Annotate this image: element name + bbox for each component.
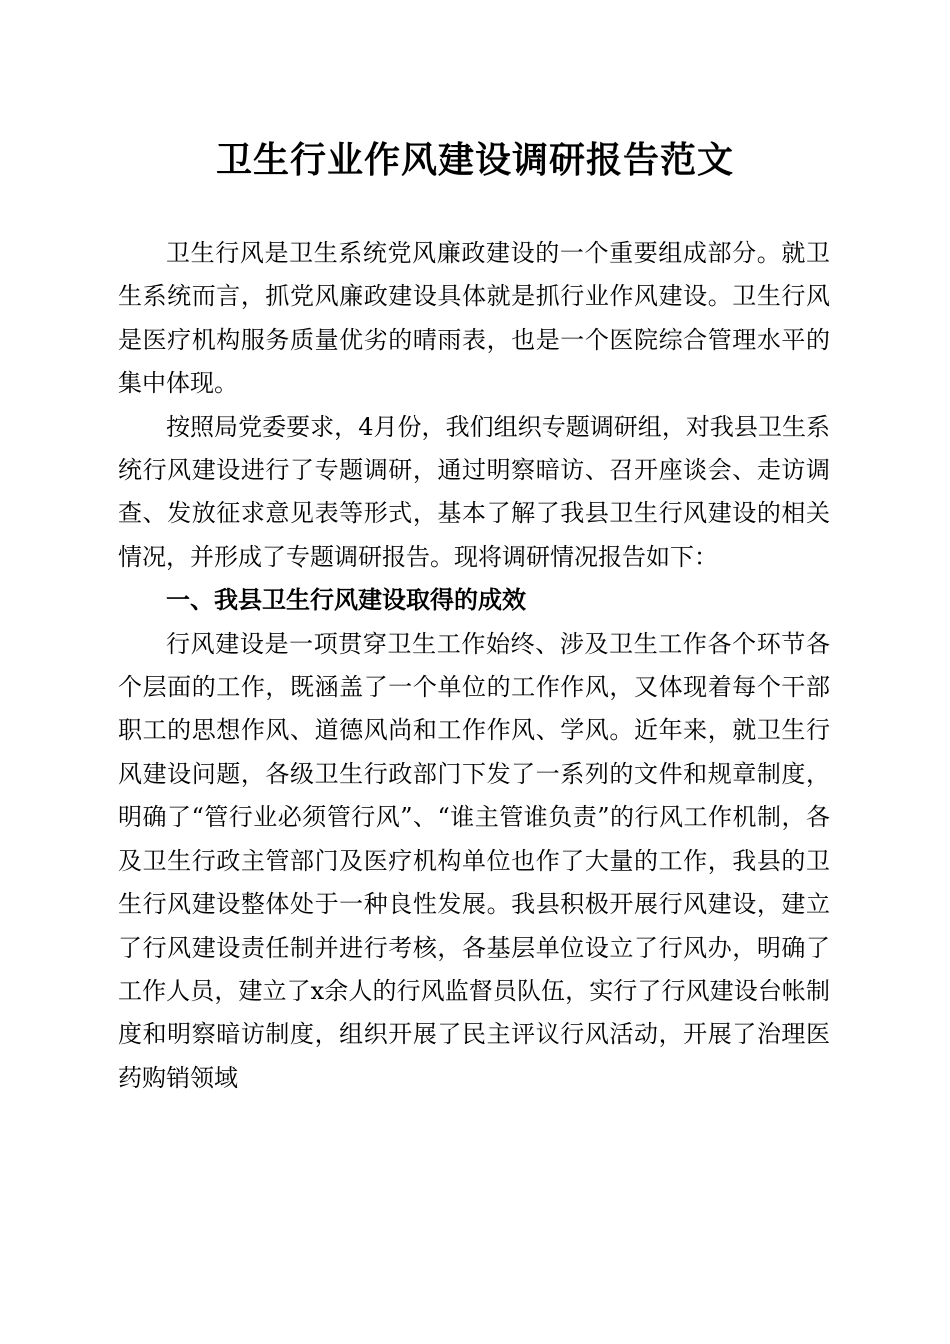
paragraph-intro: 卫生行风是卫生系统党风廉政建设的一个重要组成部分。就卫生系统而言，抓党风廉政建设具体就是抓行业作风建设。卫生行风是医疗机构服务质量优劣的晴雨表，也是一个医院综合管理水平的集中体现。 [118, 239, 830, 398]
document-title: 卫生行业作风建设调研报告范文 [215, 139, 734, 181]
section-heading-1: 一、我县卫生行风建设取得的成效 [166, 586, 526, 615]
paragraph-achievements: 行风建设是一项贯穿卫生工作始终、涉及卫生工作各个环节各个层面的工作，既涵盖了一个单位的工作作风，又体现着每个干部职工的思想作风、道德风尚和工作作风、学风。近年来，就卫生行风建设问题，各级卫生行政部门下发了一系列的文件和规章制度，明确了“管行业必须管行风”、“谁主管谁负责”的行风工作机制，各及卫生行政主管部门及医疗机构单位也作了大量的工作，我县的卫生行风建设整体处于一种良性发展。我县积极开展行风建设，建立了行风建设责任制并进行考核，各基层单位设立了行风办，明确了工作人员，建立了x余人的行风监督员队伍，实行了行风建设台帐制度和明察暗访制度，组织开展了民主评议行风活动，开展了治理医药购销领域 [118, 629, 830, 1092]
paragraph-background: 按照局党委要求，4月份，我们组织专题调研组，对我县卫生系统行风建设进行了专题调研，通过明察暗访、召开座谈会、走访调查、发放征求意见表等形式，基本了解了我县卫生行风建设的相关情况，并形成了专题调研报告。现将调研情况报告如下： [118, 412, 830, 571]
document-body [118, 232, 830, 1100]
